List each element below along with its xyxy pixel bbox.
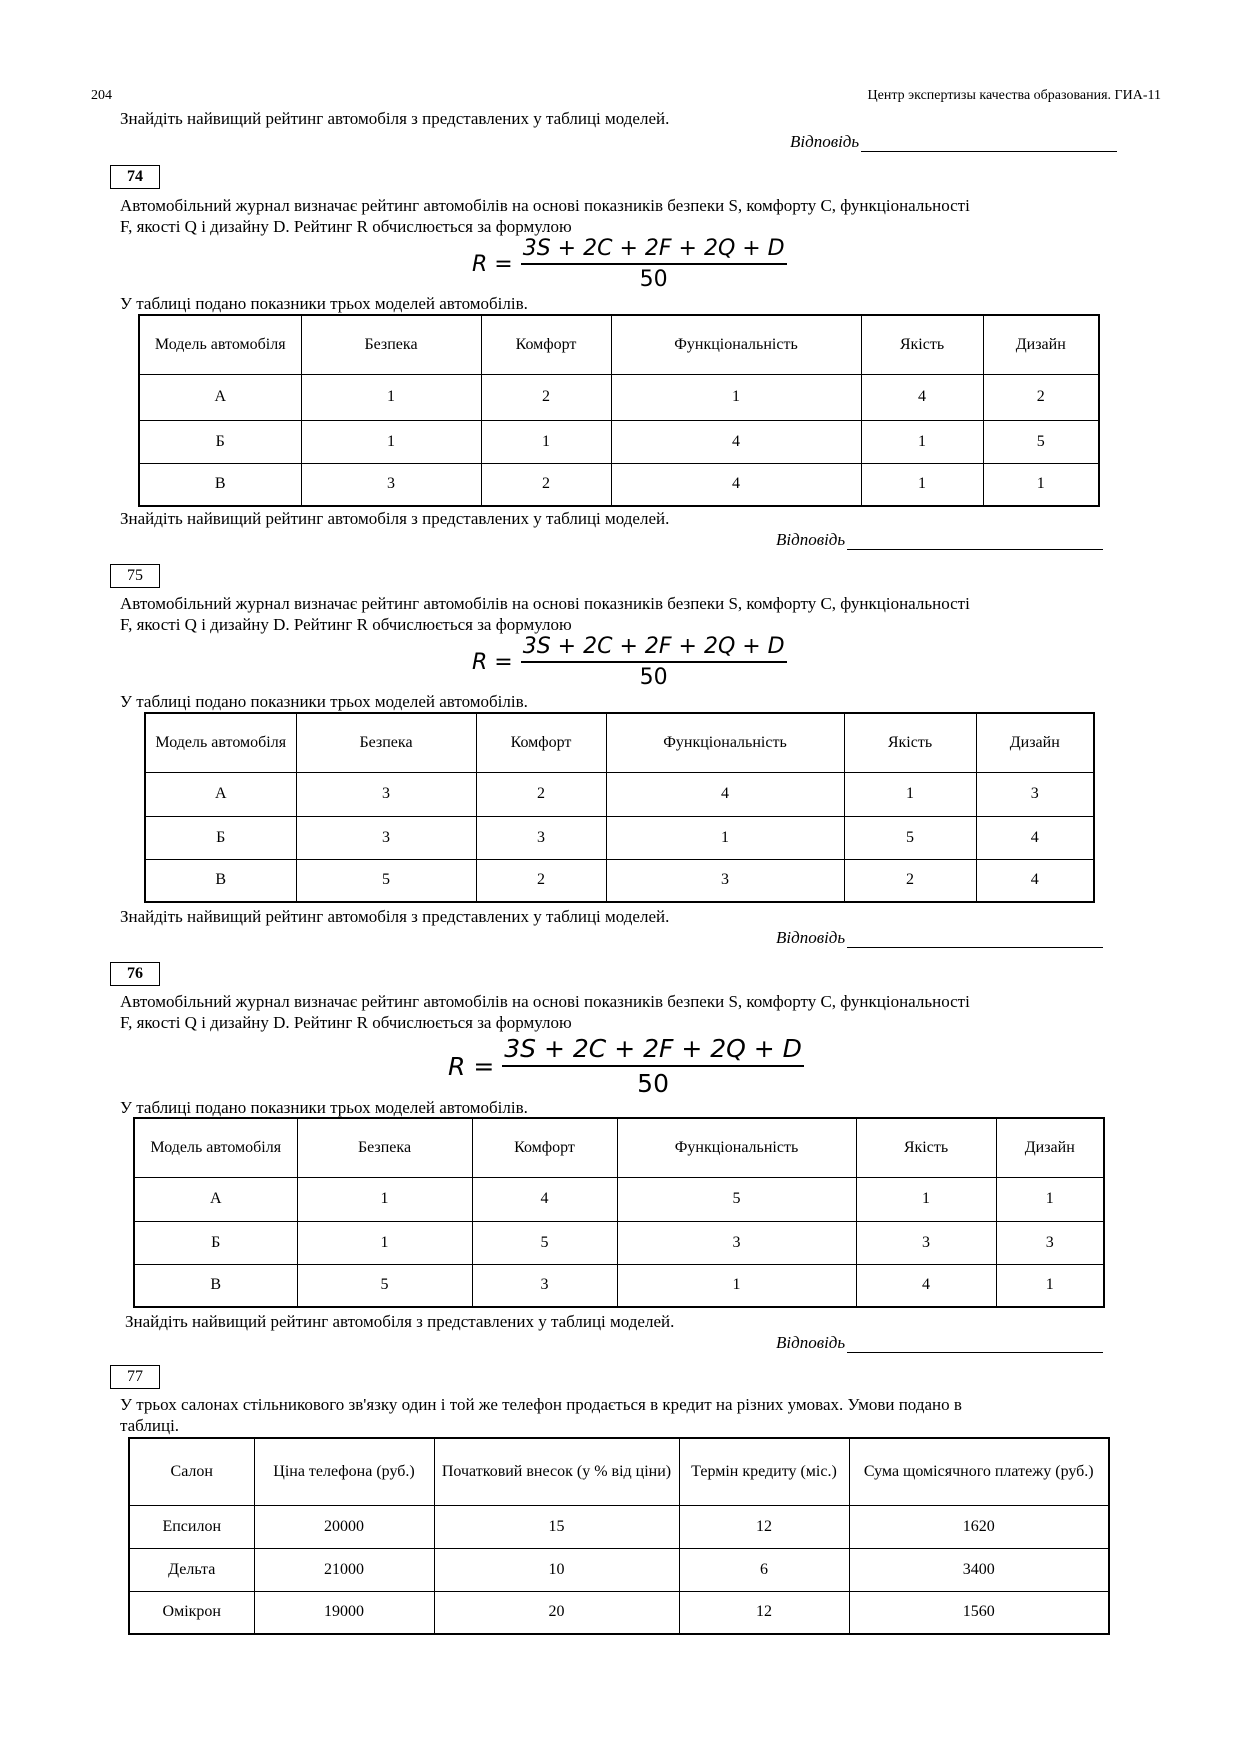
table-cell: Б <box>134 1221 297 1264</box>
rating-formula <box>448 1034 804 1098</box>
table-cell: 20000 <box>254 1505 434 1548</box>
formula-denominator: 50 <box>637 1069 669 1098</box>
header-cell: Функціональність <box>617 1118 856 1177</box>
rating-formula <box>472 236 787 292</box>
table-cell: 19000 <box>254 1591 434 1634</box>
header-cell: Ціна телефона (руб.) <box>254 1438 434 1505</box>
task-number: 76 <box>110 962 160 986</box>
table-cell: 1 <box>996 1177 1104 1221</box>
table-cell: 1 <box>996 1264 1104 1307</box>
formula-denominator: 50 <box>639 665 668 690</box>
task-intro: F, якості Q і дизайну D. Рейтинг R обчислюється за формулою <box>120 1013 572 1032</box>
header-cell: Якість <box>856 1118 996 1177</box>
table-cell: 4 <box>606 772 844 816</box>
answer-label: Відповідь <box>776 928 846 947</box>
table-cell: 5 <box>296 859 476 902</box>
table-cell: 1 <box>861 463 983 506</box>
table-cell: 1 <box>297 1221 472 1264</box>
header-cell: Безпека <box>301 315 481 374</box>
table-header-row <box>134 1118 1104 1177</box>
table-cell: 5 <box>617 1177 856 1221</box>
rating-formula <box>472 634 787 690</box>
table-row <box>129 1548 1109 1591</box>
car-ratings-table <box>144 712 1095 903</box>
table-caption: У таблиці подано показники трьох моделей автомобілів. <box>120 1098 528 1117</box>
answer-blank[interactable] <box>847 931 1103 948</box>
task-intro: таблиці. <box>120 1416 180 1435</box>
table-cell: 6 <box>679 1548 849 1591</box>
table-cell: 1 <box>606 816 844 859</box>
table-cell: 1620 <box>849 1505 1109 1548</box>
formula-lhs: R = <box>448 1051 495 1081</box>
formula-denominator: 50 <box>639 267 668 292</box>
table-cell: 1 <box>297 1177 472 1221</box>
table-cell: 1 <box>611 374 861 420</box>
table-cell: 1 <box>983 463 1099 506</box>
table-cell: 1 <box>856 1177 996 1221</box>
table-row <box>145 772 1094 816</box>
formula-fraction <box>502 1034 804 1098</box>
table-cell: 4 <box>861 374 983 420</box>
answer-label: Відповідь <box>790 132 860 151</box>
table-cell: 3 <box>301 463 481 506</box>
table-cell: 20 <box>434 1591 679 1634</box>
task-number: 77 <box>110 1365 160 1389</box>
header-cell: Функціональність <box>611 315 861 374</box>
table-cell: 3 <box>606 859 844 902</box>
task-intro: У трьох салонах стільникового зв'язку один і той же телефон продається в кредит на різних умовах. Умови подано в <box>120 1395 962 1414</box>
table-cell: 3 <box>476 816 606 859</box>
formula-numerator: 3S + 2C + 2F + 2Q + D <box>521 236 787 265</box>
table-row <box>134 1264 1104 1307</box>
page-number: 204 <box>91 88 112 103</box>
table-cell: 2 <box>481 463 611 506</box>
table-cell: 4 <box>856 1264 996 1307</box>
header-cell: Модель автомобіля <box>134 1118 297 1177</box>
header-cell: Комфорт <box>481 315 611 374</box>
table-row <box>139 463 1099 506</box>
answer-blank[interactable] <box>861 135 1117 152</box>
table-cell: 1 <box>301 420 481 463</box>
table-cell: Б <box>139 420 301 463</box>
table-cell: 3 <box>296 816 476 859</box>
table-cell: 4 <box>611 463 861 506</box>
table-cell: 4 <box>611 420 861 463</box>
table-cell: Епсилон <box>129 1505 254 1548</box>
formula-numerator: 3S + 2C + 2F + 2Q + D <box>502 1034 804 1067</box>
header-cell: Комфорт <box>472 1118 617 1177</box>
task-intro: Автомобільний журнал визначає рейтинг автомобілів на основі показників безпеки S, комфорту C, функціональності <box>120 992 970 1011</box>
table-cell: Б <box>145 816 296 859</box>
header-cell: Безпека <box>297 1118 472 1177</box>
table-cell: 15 <box>434 1505 679 1548</box>
answer-label: Відповідь <box>776 530 846 549</box>
task-intro: Автомобільний журнал визначає рейтинг автомобілів на основі показників безпеки S, комфорту C, функціональності <box>120 196 970 215</box>
task-number: 75 <box>110 564 160 588</box>
question-text: Знайдіть найвищий рейтинг автомобіля з представлених у таблиці моделей. <box>120 509 670 528</box>
table-cell: В <box>139 463 301 506</box>
table-cell: А <box>139 374 301 420</box>
task-number: 74 <box>110 165 160 189</box>
table-cell: 2 <box>844 859 976 902</box>
table-header-row <box>129 1438 1109 1505</box>
table-cell: 1 <box>481 420 611 463</box>
answer-label: Відповідь <box>776 1333 846 1352</box>
table-cell: 1 <box>301 374 481 420</box>
formula-lhs: R = <box>472 251 513 277</box>
header-cell: Сума щомісячного платежу (руб.) <box>849 1438 1109 1505</box>
question-text: Знайдіть найвищий рейтинг автомобіля з представлених у таблиці моделей. <box>120 907 670 926</box>
table-row <box>134 1221 1104 1264</box>
running-header: Центр экспертизы качества образования. ГИА-11 <box>867 88 1161 103</box>
table-cell: Дельта <box>129 1548 254 1591</box>
table-cell: 4 <box>976 859 1094 902</box>
table-cell: 1 <box>844 772 976 816</box>
header-cell: Модель автомобіля <box>139 315 301 374</box>
table-cell: Омікрон <box>129 1591 254 1634</box>
table-cell: 5 <box>844 816 976 859</box>
table-cell: 3400 <box>849 1548 1109 1591</box>
table-row <box>145 816 1094 859</box>
table-cell: 3 <box>472 1264 617 1307</box>
table-cell: В <box>134 1264 297 1307</box>
table-cell: 3 <box>976 772 1094 816</box>
table-header-row <box>139 315 1099 374</box>
answer-line <box>776 530 1103 550</box>
task-intro: F, якості Q і дизайну D. Рейтинг R обчислюється за формулою <box>120 217 572 236</box>
formula-fraction <box>521 634 787 690</box>
table-cell: 2 <box>983 374 1099 420</box>
car-ratings-table <box>138 314 1100 507</box>
table-row <box>134 1177 1104 1221</box>
table-header-row <box>145 713 1094 772</box>
table-cell: 3 <box>856 1221 996 1264</box>
table-cell: А <box>145 772 296 816</box>
table-cell: 3 <box>617 1221 856 1264</box>
table-cell: 1 <box>617 1264 856 1307</box>
header-cell: Салон <box>129 1438 254 1505</box>
header-cell: Модель автомобіля <box>145 713 296 772</box>
header-cell: Якість <box>861 315 983 374</box>
answer-line <box>776 1333 1103 1353</box>
answer-line <box>776 928 1103 948</box>
table-cell: 12 <box>679 1591 849 1634</box>
header-cell: Якість <box>844 713 976 772</box>
question-text: Знайдіть найвищий рейтинг автомобіля з представлених у таблиці моделей. <box>125 1312 675 1331</box>
table-cell: 1 <box>861 420 983 463</box>
table-cell: 2 <box>476 859 606 902</box>
table-caption: У таблиці подано показники трьох моделей автомобілів. <box>120 294 528 313</box>
header-cell: Дизайн <box>996 1118 1104 1177</box>
table-cell: 21000 <box>254 1548 434 1591</box>
table-cell: 4 <box>976 816 1094 859</box>
table-cell: 5 <box>297 1264 472 1307</box>
formula-numerator: 3S + 2C + 2F + 2Q + D <box>521 634 787 663</box>
table-cell: 4 <box>472 1177 617 1221</box>
header-cell: Функціональність <box>606 713 844 772</box>
table-row <box>139 420 1099 463</box>
table-cell: 2 <box>476 772 606 816</box>
header-cell: Дизайн <box>976 713 1094 772</box>
task-intro: F, якості Q і дизайну D. Рейтинг R обчислюється за формулою <box>120 615 572 634</box>
table-cell: 5 <box>983 420 1099 463</box>
table-cell: 3 <box>296 772 476 816</box>
header-cell: Комфорт <box>476 713 606 772</box>
table-cell: 10 <box>434 1548 679 1591</box>
header-cell: Безпека <box>296 713 476 772</box>
answer-blank[interactable] <box>847 1336 1103 1353</box>
table-row <box>145 859 1094 902</box>
header-cell: Початковий внесок (у % від ціни) <box>434 1438 679 1505</box>
answer-line <box>790 132 1117 152</box>
table-cell: 3 <box>996 1221 1104 1264</box>
phone-credit-table <box>128 1437 1110 1635</box>
header-cell: Термін кредиту (міс.) <box>679 1438 849 1505</box>
table-cell: 12 <box>679 1505 849 1548</box>
task-intro: Автомобільний журнал визначає рейтинг автомобілів на основі показників безпеки S, комфорту C, функціональності <box>120 594 970 613</box>
table-row <box>129 1591 1109 1634</box>
question-text: Знайдіть найвищий рейтинг автомобіля з представлених у таблиці моделей. <box>120 109 670 128</box>
table-cell: В <box>145 859 296 902</box>
car-ratings-table <box>133 1117 1105 1308</box>
table-caption: У таблиці подано показники трьох моделей автомобілів. <box>120 692 528 711</box>
formula-lhs: R = <box>472 649 513 675</box>
table-cell: 1560 <box>849 1591 1109 1634</box>
table-cell: 5 <box>472 1221 617 1264</box>
formula-fraction <box>521 236 787 292</box>
answer-blank[interactable] <box>847 533 1103 550</box>
header-cell: Дизайн <box>983 315 1099 374</box>
table-cell: 2 <box>481 374 611 420</box>
table-row <box>129 1505 1109 1548</box>
table-row <box>139 374 1099 420</box>
table-cell: А <box>134 1177 297 1221</box>
